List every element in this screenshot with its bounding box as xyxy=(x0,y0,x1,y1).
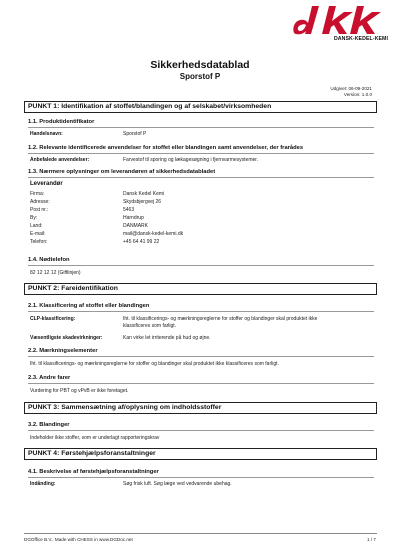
clp-value-line-1: Iht. til klassificerings- og mærkningsreglerne for stoffer og blandinger skal produktet ikke xyxy=(123,316,318,322)
section-2-heading: PUNKT 2: Fareidentifikation xyxy=(24,283,377,295)
footer-divider xyxy=(24,533,377,534)
emergency-phone: 82 12 12 12 (Giftlinjen) xyxy=(30,270,81,276)
supplier-row-value: Dansk Kedel Kemi xyxy=(123,191,165,197)
supplier-email-link[interactable]: mail@dansk-kedel-kemi.dk xyxy=(123,231,184,237)
footer-credit: DGOffice B.V., Made with CHESS in www.DGDoc.net xyxy=(24,537,133,542)
heading-1-1: 1.1. Produktidentifikator xyxy=(28,119,374,128)
other-hazards-text: Vurdering for PBT og vPvB er ikke foretaget. xyxy=(30,388,129,394)
dkk-logo-mark xyxy=(292,4,390,38)
supplier-row-value: DANMARK xyxy=(123,223,149,229)
inhalation-label: Indånding: xyxy=(30,481,56,487)
section-1-heading: PUNKT 1: Identifikation af stoffet/blandingen og af selskabet/virksomheden xyxy=(24,101,377,113)
heading-3-2: 3.2. Blandinger xyxy=(28,422,374,431)
supplier-row-label: Land: xyxy=(30,223,43,229)
supplier-row-label: Telefon: xyxy=(30,239,48,245)
heading-1-3: 1.3. Nærmere oplysninger om leverandøren af sikkerhedsdatabladet xyxy=(28,169,374,178)
recommended-use-label: Anbefalede anvendelser: xyxy=(30,157,90,163)
clp-value-line-2: klassificeres som farligt. xyxy=(123,323,177,329)
labelling-text: Iht. til klassificerings- og mærkningsreglerne for stoffer og blandinger skal produktet ikke klassificeres som farligt. xyxy=(30,361,279,367)
version: Version: 1.0.0 xyxy=(343,92,372,97)
product-name: Sporstof P xyxy=(179,72,221,81)
heading-1-4: 1.4. Nødtelefon xyxy=(28,257,374,266)
recommended-use-value: Farvestof til sporing og lækagesøgning i fjernvarmesystemer. xyxy=(123,157,259,163)
supplier-row-value: Skydsbjergvej 26 xyxy=(123,199,162,205)
section-4-heading: PUNKT 4: Førstehjælpsforanstaltninger xyxy=(24,448,377,460)
issue-date: Udgivet: 06-09-2021 xyxy=(330,86,372,91)
page-number: 1 / 7 xyxy=(367,537,376,542)
mixtures-text: Indeholder ikke stoffer, som er underlagt rapporteringskrav xyxy=(30,435,160,441)
supplier-row-value: +45 64 41 99 22 xyxy=(123,239,160,245)
heading-1-2: 1.2. Relevante identificerede anvendelser for stoffet eller blandingen samt anvendelser, der frarådes xyxy=(28,145,374,154)
supplier-row-label: By: xyxy=(30,215,38,221)
effects-value: Kan virke let irriterende på hud og øjne. xyxy=(123,335,211,341)
document-title: Sikkerhedsdatablad xyxy=(150,59,250,71)
trade-name-label: Handelsnavn: xyxy=(30,131,63,137)
supplier-row-label: Firma: xyxy=(30,191,45,197)
supplier-label: Leverandør xyxy=(30,181,63,187)
supplier-row-label: Post nr.: xyxy=(30,207,49,213)
heading-2-3: 2.3. Andre farer xyxy=(28,375,374,384)
inhalation-value: Søg frisk luft. Søg læge ved vedvarende ubehag. xyxy=(123,481,232,487)
logo-caption: DANSK-KEDEL-KEMI xyxy=(333,36,388,42)
supplier-row-label: E-mail: xyxy=(30,231,46,237)
supplier-row-value: 5463 xyxy=(123,207,135,213)
trade-name-value: Sporstof P xyxy=(123,131,147,137)
heading-4-1: 4.1. Beskrivelse af førstehjælpsforanstaltninger xyxy=(28,469,374,478)
effects-label: Væsentligste skadevirkninger: xyxy=(30,335,103,341)
supplier-row-value: Harndrup xyxy=(123,215,144,221)
heading-2-1: 2.1. Klassificering af stoffet eller blandingen xyxy=(28,303,374,312)
dkk-logo xyxy=(292,4,390,50)
supplier-row-label: Adresse: xyxy=(30,199,50,205)
heading-2-2: 2.2. Mærkningselementer xyxy=(28,348,374,357)
clp-label: CLP-klassificering: xyxy=(30,316,76,322)
section-3-heading: PUNKT 3: Sammensætning af/oplysning om indholdsstoffer xyxy=(24,402,377,414)
